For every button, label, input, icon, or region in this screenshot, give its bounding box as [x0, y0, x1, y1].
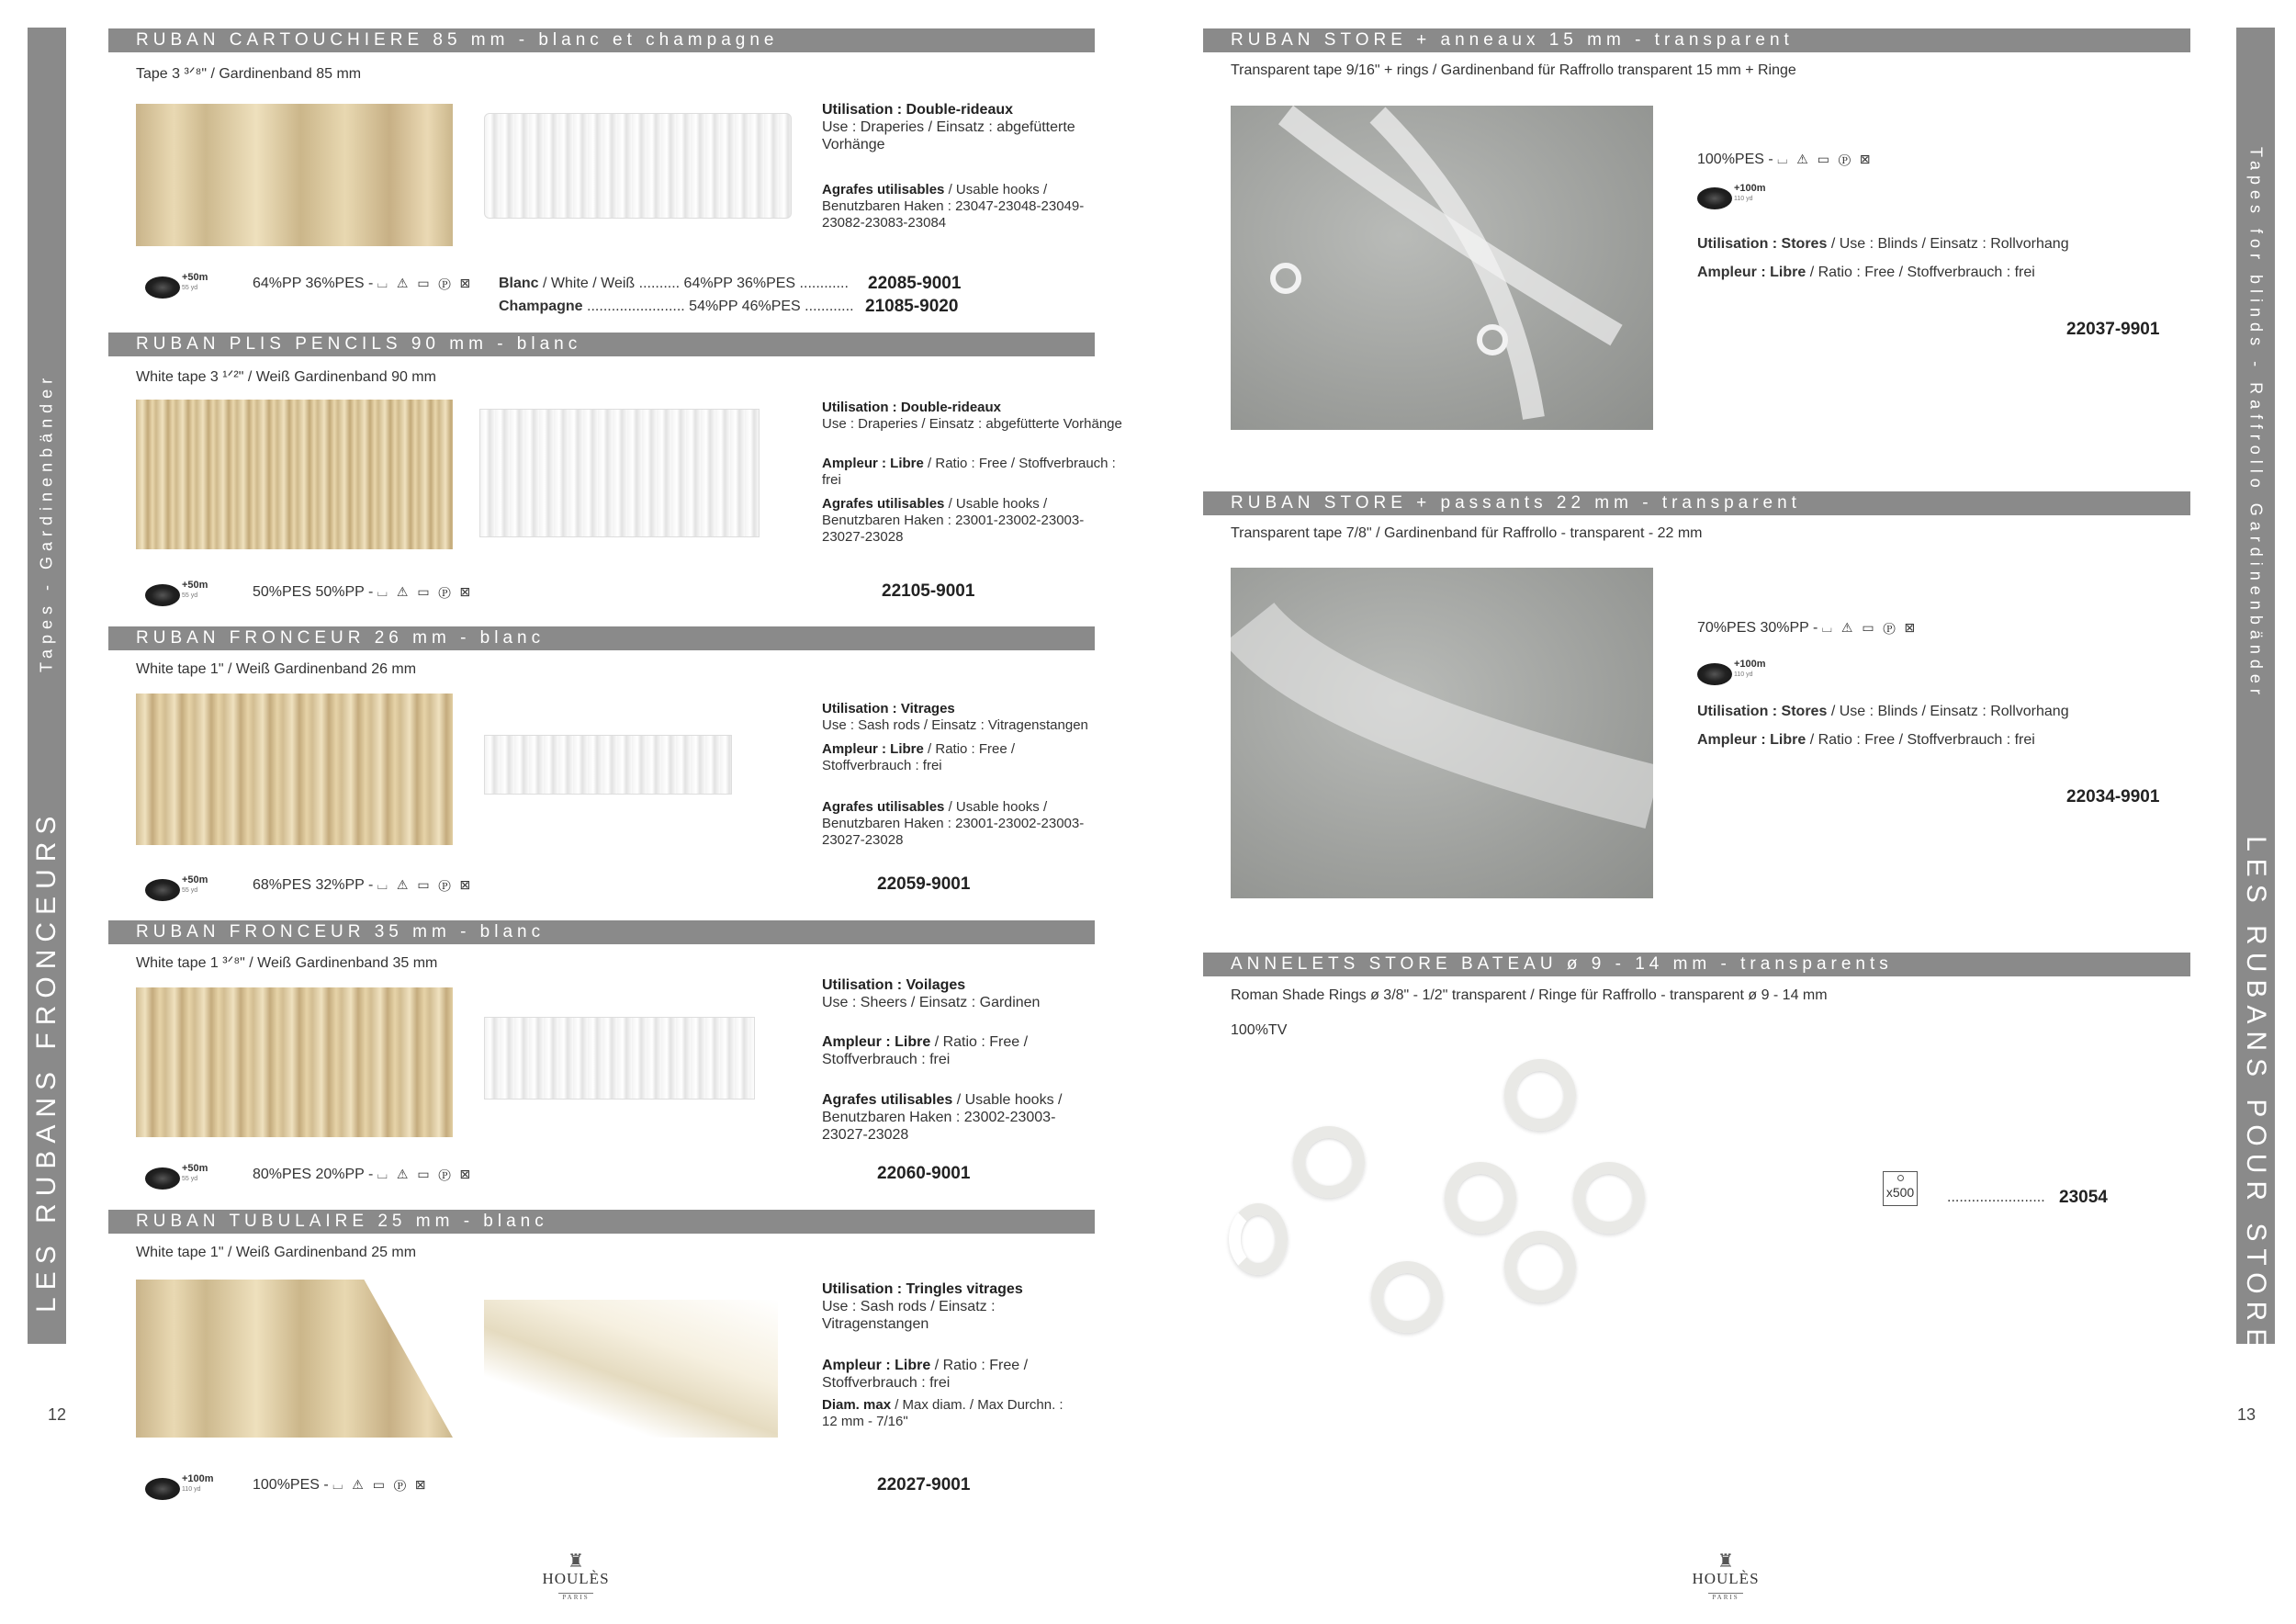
crest-icon: ♜ — [1717, 1551, 1734, 1572]
pack-quantity-icon: x500 — [1883, 1171, 1918, 1206]
hooks-label: Agrafes utilisables — [822, 182, 945, 197]
usage-block: Utilisation : Voilages Use : Sheers / Einsatz : Gardinen — [822, 977, 1041, 1010]
ratio-block: Ampleur : Libre / Ratio : Free / Stoffverbrauch : frei — [822, 456, 1116, 488]
mesh-tape-illustration — [1231, 568, 1653, 898]
usage-block: Utilisation : Vitrages Use : Sash rods / Einsatz : Vitragenstangen — [822, 701, 1088, 733]
usage-label: Utilisation : Double-rideaux — [822, 102, 1014, 118]
section-bar-tubulaire: RUBAN TUBULAIRE 25 mm - blanc — [108, 1210, 1095, 1234]
leader-dots: ........................ — [1947, 1190, 2045, 1205]
ref-code: 23054 — [2059, 1188, 2108, 1207]
tape-photo — [479, 409, 760, 537]
fabric-photo — [136, 1280, 453, 1438]
section-bar-annelets: ANNELETS STORE BATEAU ø 9 - 14 mm - transparents — [1203, 953, 2190, 976]
variant-champagne: Champagne ........................ 54%PP 46%PES ............ — [499, 299, 854, 314]
tape-photo — [484, 735, 732, 795]
composition: 100%PES - ⌴ ⚠ ▭ Ⓟ ⊠ — [1697, 152, 1874, 167]
section-bar-store-anneaux: RUBAN STORE + anneaux 15 mm - transparent — [1203, 28, 2190, 52]
section-subtitle: Tape 3 ³ᐟ⁸ʺ / Gardinenband 85 mm — [136, 66, 362, 82]
hooks-block: Agrafes utilisables / Usable hooks / Benutzbaren Haken : 23002-23003-23027-23028 — [822, 1092, 1063, 1143]
left-tab-subtitle: Tapes - Gardinenbänder — [37, 372, 56, 672]
ref-code: 22034-9901 — [2066, 787, 2160, 806]
care-symbols: ⌴ ⚠ ▭ Ⓟ ⊠ — [377, 276, 474, 290]
section-bar-fronceur-35: RUBAN FRONCEUR 35 mm - blanc — [108, 920, 1095, 944]
ratio-line: Ampleur : Libre / Ratio : Free / Stoffverbrauch : frei — [1697, 265, 2035, 280]
tape-rings-photo — [1231, 106, 1653, 430]
fabric-photo — [136, 104, 453, 246]
usage-text: Use : Draperies / Einsatz : abgefütterte Vorhänge — [822, 119, 1075, 152]
right-tab-title: LES RUBANS POUR STORES — [2241, 836, 2271, 1381]
spool-icon: +50m 55 yd — [145, 273, 202, 300]
composition: 80%PES 20%PP - ⌴ ⚠ ▭ Ⓟ ⊠ — [253, 1167, 474, 1182]
hooks-block: Agrafes utilisables / Usable hooks / Benutzbaren Haken : 23001-23002-23003-23027-23028 — [822, 496, 1085, 545]
ref-code: 22105-9001 — [882, 581, 975, 601]
section-subtitle: White tape 1 ³ᐟ⁸ʺ / Weiß Gardinenband 35 mm — [136, 955, 438, 971]
composition: 100%TV — [1231, 1022, 1288, 1038]
ref-code: 22085-9001 — [868, 274, 962, 293]
diameter-block: Diam. max / Max diam. / Max Durchn. : 12 mm - 7/16ʺ — [822, 1397, 1064, 1429]
tape-photo — [484, 1017, 755, 1100]
right-side-tab — [2236, 28, 2275, 1381]
crest-icon: ♜ — [568, 1551, 584, 1572]
section-subtitle: Transparent tape 7/8ʺ / Gardinenband für Raffrollo - transparent - 22 mm — [1231, 525, 1703, 541]
ref-code: 22059-9001 — [877, 874, 971, 894]
rings-illustration — [1231, 106, 1653, 430]
composition: 100%PES - ⌴ ⚠ ▭ Ⓟ ⊠ — [253, 1477, 429, 1493]
spool-icon: +50m 55 yd — [145, 875, 202, 903]
tape-photo — [484, 1300, 778, 1438]
usage-line: Utilisation : Stores / Use : Blinds / Einsatz : Rollvorhang — [1697, 704, 2069, 719]
ref-code: 22027-9001 — [877, 1475, 971, 1494]
spool-icon: +50m 55 yd — [145, 581, 202, 608]
composition: 68%PES 32%PP - ⌴ ⚠ ▭ Ⓟ ⊠ — [253, 877, 474, 893]
left-tab-title: LES RUBANS FRONCEURS — [31, 808, 62, 1313]
fabric-photo — [136, 694, 453, 845]
tape-photo — [484, 113, 792, 219]
hooks-block — [822, 182, 1097, 231]
page-number-left: 12 — [48, 1405, 67, 1424]
spool-icon: +50m 55 yd — [145, 1164, 202, 1191]
section-bar-pencils: RUBAN PLIS PENCILS 90 mm - blanc — [108, 333, 1095, 356]
spool-icon: +100m 110 yd — [1697, 660, 1754, 687]
ratio-block: Ampleur : Libre / Ratio : Free / Stoffverbrauch : frei — [822, 741, 1016, 773]
section-subtitle: Roman Shade Rings ø 3/8ʺ - 1/2ʺ transparent / Ringe für Raffrollo - transparent ø 9 - 14 mm — [1231, 987, 1828, 1003]
section-bar-store-passants: RUBAN STORE + passants 22 mm - transparent — [1203, 491, 2190, 515]
ratio-line: Ampleur : Libre / Ratio : Free / Stoffverbrauch : frei — [1697, 732, 2035, 748]
brand-logo-right: ♜ HOULÈS PARIS — [1684, 1552, 1767, 1604]
ratio-block: Ampleur : Libre / Ratio : Free / Stoffverbrauch : frei — [822, 1358, 1029, 1391]
page-number-right: 13 — [2237, 1405, 2257, 1424]
section-subtitle: White tape 3 ¹ᐟ²ʺ / Weiß Gardinenband 90 mm — [136, 369, 436, 385]
spool-icon: +100m 110 yd — [1697, 184, 1754, 211]
ref-code: 22037-9901 — [2066, 320, 2160, 339]
right-tab-subtitle: Tapes for blinds - Raffrollo Gardinenbänder — [2246, 147, 2266, 700]
section-subtitle: White tape 1ʺ / Weiß Gardinenband 26 mm — [136, 661, 417, 677]
brand-logo-left: ♜ HOULÈS PARIS — [535, 1552, 617, 1604]
fabric-photo — [136, 987, 453, 1137]
section-bar-fronceur-26: RUBAN FRONCEUR 26 mm - blanc — [108, 626, 1095, 650]
fabric-photo — [136, 400, 453, 549]
section-subtitle: Transparent tape 9/16ʺ + rings / Gardinenband für Raffrollo transparent 15 mm + Ringe — [1231, 62, 1796, 78]
composition: 50%PES 50%PP - ⌴ ⚠ ▭ Ⓟ ⊠ — [253, 584, 474, 600]
section-subtitle: White tape 1ʺ / Weiß Gardinenband 25 mm — [136, 1245, 417, 1260]
ratio-block: Ampleur : Libre / Ratio : Free / Stoffverbrauch : frei — [822, 1034, 1029, 1067]
hooks-block: Agrafes utilisables / Usable hooks / Benutzbaren Haken : 23001-23002-23003-23027-23028 — [822, 799, 1085, 848]
tape-mesh-photo — [1231, 568, 1653, 898]
composition: 70%PES 30%PP - ⌴ ⚠ ▭ Ⓟ ⊠ — [1697, 620, 1919, 636]
ref-code: 22060-9001 — [877, 1164, 971, 1183]
ref-code: 21085-9020 — [865, 297, 959, 316]
variant-white: Blanc / White / Weiß .......... 64%PP 36%PES ............ — [499, 276, 849, 291]
usage-block: Utilisation : Double-rideaux Use : Draperies / Einsatz : abgefütterte Vorhänge — [822, 400, 1122, 432]
usage-line: Utilisation : Stores / Use : Blinds / Einsatz : Rollvorhang — [1697, 236, 2069, 252]
section-bar-cartouchiere: RUBAN CARTOUCHIERE 85 mm - blanc et champagne — [108, 28, 1095, 52]
hooks-text: / Usable hooks / Benutzbaren Haken : 23047-23048-23049-23082-23083-23084 — [822, 182, 1085, 231]
usage-block — [822, 101, 1088, 153]
left-side-tab — [28, 28, 66, 1344]
spool-icon: +100m 110 yd — [145, 1474, 202, 1502]
composition: 64%PP 36%PES - ⌴ ⚠ ▭ Ⓟ ⊠ — [253, 276, 474, 291]
usage-block: Utilisation : Tringles vitrages Use : Sash rods / Einsatz : Vitragenstangen — [822, 1281, 1023, 1332]
